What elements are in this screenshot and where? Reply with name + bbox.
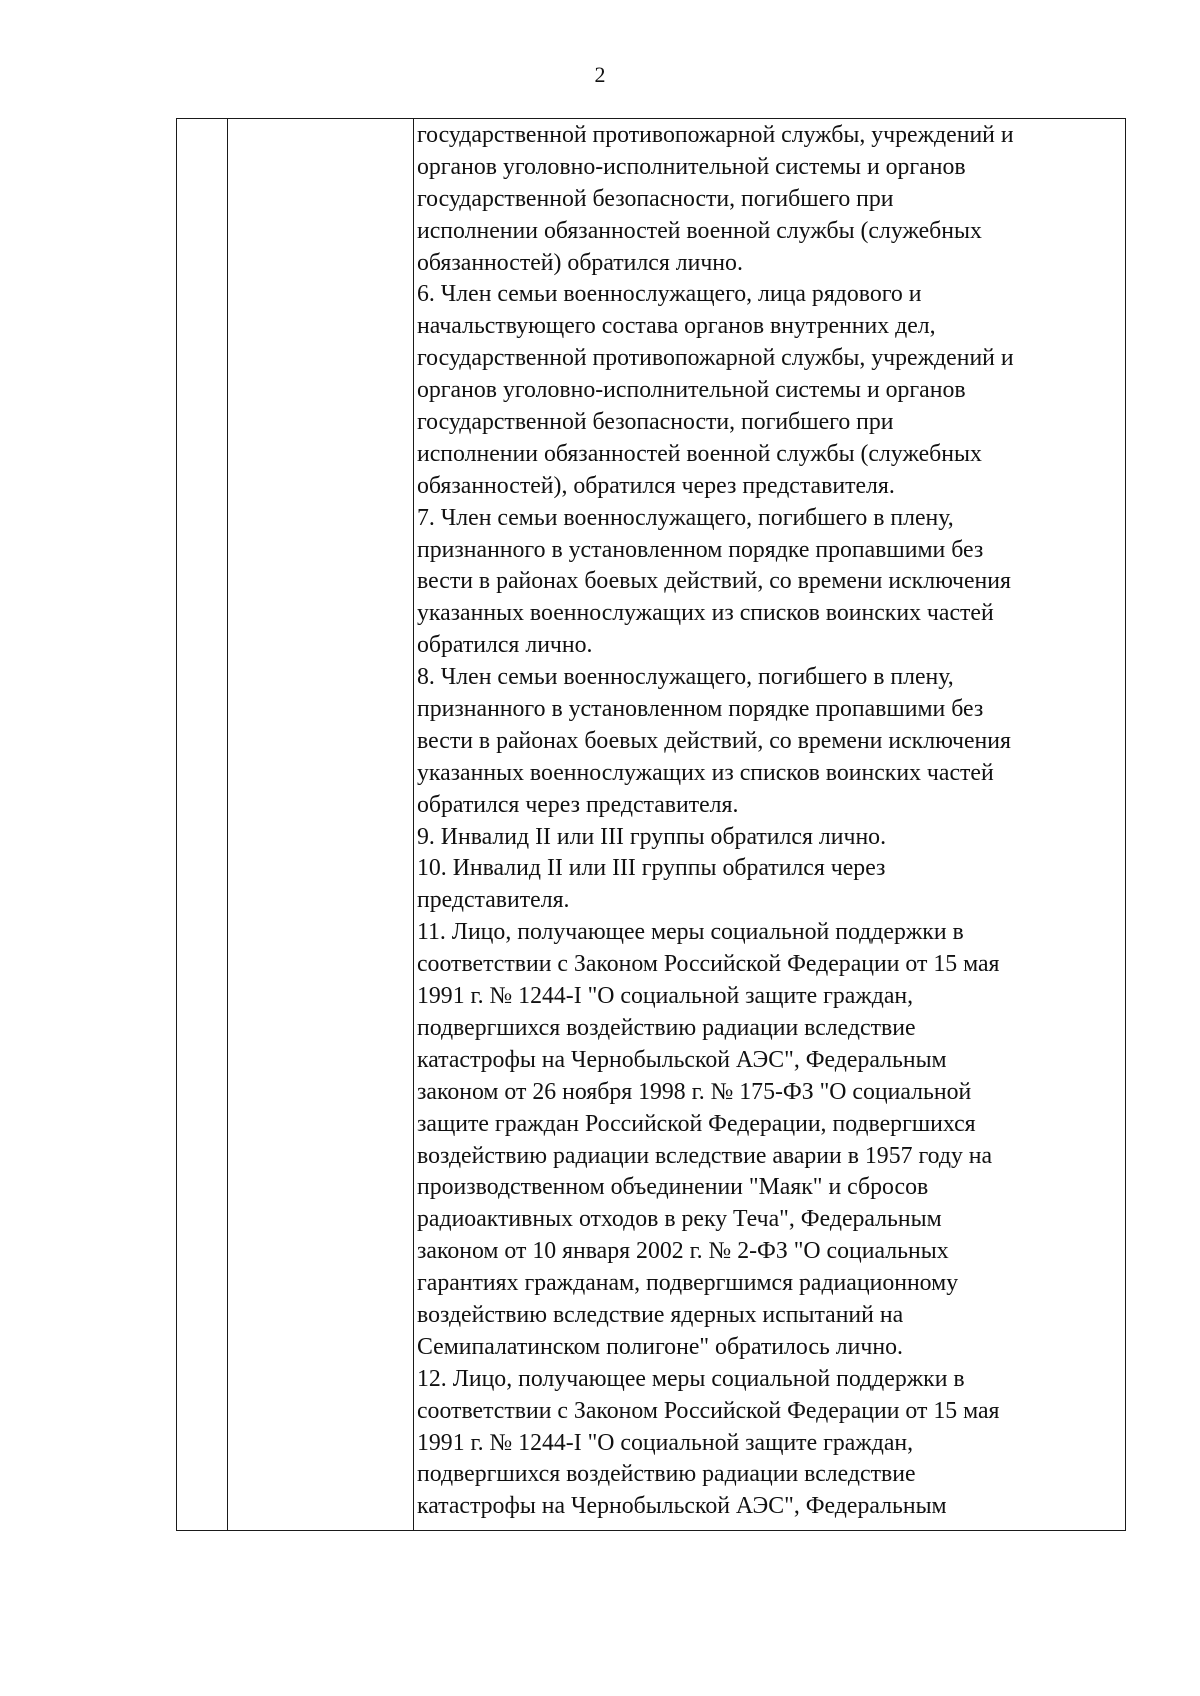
text-line: соответствии с Законом Российской Федерации от 15 мая <box>417 951 1000 978</box>
text-line: органов уголовно-исполнительной системы и органов <box>417 153 966 180</box>
text-line: соответствии с Законом Российской Федерации от 15 мая <box>417 1397 1000 1424</box>
text-line: государственной противопожарной службы, учреждений и <box>417 122 1014 148</box>
text-line: 9. Инвалид II или III группы обратился лично. <box>417 823 887 850</box>
text-line: обратился через представителя. <box>417 791 739 818</box>
text-line: исполнении обязанностей военной службы (служебных <box>417 440 982 467</box>
table-row <box>177 119 1126 1531</box>
text-line: государственной противопожарной службы, учреждений и <box>417 345 1014 372</box>
text-line: обязанностей) обратился лично. <box>417 249 743 276</box>
text-line: гарантиях гражданам, подвергшимся радиационному <box>417 1270 959 1297</box>
text-line: законом от 10 января 2002 г. № 2-ФЗ "О социальных <box>417 1238 949 1265</box>
text-line: радиоактивных отходов в реку Теча", Федеральным <box>417 1206 942 1233</box>
text-line: катастрофы на Чернобыльской АЭС", Федеральным <box>417 1493 947 1520</box>
table-cell-column-1 <box>177 119 228 1531</box>
text-line: указанных военнослужащих из списков воинских частей <box>417 600 994 627</box>
text-line: государственной безопасности, погибшего при <box>417 185 894 212</box>
text-line: подвергшихся воздействию радиации вследствие <box>417 1014 916 1041</box>
text-line: 1991 г. № 1244-I "О социальной защите граждан, <box>417 983 914 1010</box>
text-line: 6. Член семьи военнослужащего, лица рядового и <box>417 281 922 308</box>
text-line: законом от 26 ноября 1998 г. № 175-ФЗ "О социальной <box>417 1078 972 1105</box>
text-line: 11. Лицо, получающее меры социальной поддержки в <box>417 919 964 946</box>
text-line: 7. Член семьи военнослужащего, погибшего в плену, <box>417 504 954 531</box>
text-line: Семипалатинском полигоне" обратилось лично. <box>417 1333 903 1360</box>
text-line: защите граждан Российской Федерации, подвергшихся <box>417 1110 976 1137</box>
text-line: 12. Лицо, получающее меры социальной поддержки в <box>417 1365 965 1392</box>
document-table <box>176 118 1126 1531</box>
text-line: вести в районах боевых действий, со времени исключения <box>417 727 1011 754</box>
table-cell-column-2 <box>228 119 414 1531</box>
text-line: признанного в установленном порядке пропавшими без <box>417 696 984 723</box>
text-line: воздействию вследствие ядерных испытаний на <box>417 1301 904 1328</box>
text-line: органов уголовно-исполнительной системы и органов <box>417 377 966 404</box>
text-line: представителя. <box>417 887 570 914</box>
text-line: обратился лично. <box>417 632 593 659</box>
text-line: указанных военнослужащих из списков воинских частей <box>417 759 994 786</box>
text-line: 8. Член семьи военнослужащего, погибшего в плену, <box>417 664 954 691</box>
text-line: 10. Инвалид II или III группы обратился через <box>417 855 886 882</box>
text-line: 1991 г. № 1244-I "О социальной защите граждан, <box>417 1429 914 1456</box>
text-line: исполнении обязанностей военной службы (служебных <box>417 217 982 244</box>
table-cell-column-3 <box>414 119 1126 1531</box>
text-line: подвергшихся воздействию радиации вследствие <box>417 1461 916 1488</box>
text-line: признанного в установленном порядке пропавшими без <box>417 536 984 563</box>
text-line: воздействию радиации вследствие аварии в 1957 году на <box>417 1142 993 1169</box>
text-line: производственном объединении "Маяк" и сбросов <box>417 1174 929 1201</box>
text-line: обязанностей), обратился через представителя. <box>417 472 895 499</box>
text-line: вести в районах боевых действий, со времени исключения <box>417 568 1011 595</box>
text-line: государственной безопасности, погибшего при <box>417 409 894 436</box>
cell-text-block <box>414 119 1125 1523</box>
text-line: начальствующего состава органов внутренних дел, <box>417 313 936 340</box>
text-line: катастрофы на Чернобыльской АЭС", Федеральным <box>417 1046 947 1073</box>
page-number: 2 <box>594 62 606 87</box>
